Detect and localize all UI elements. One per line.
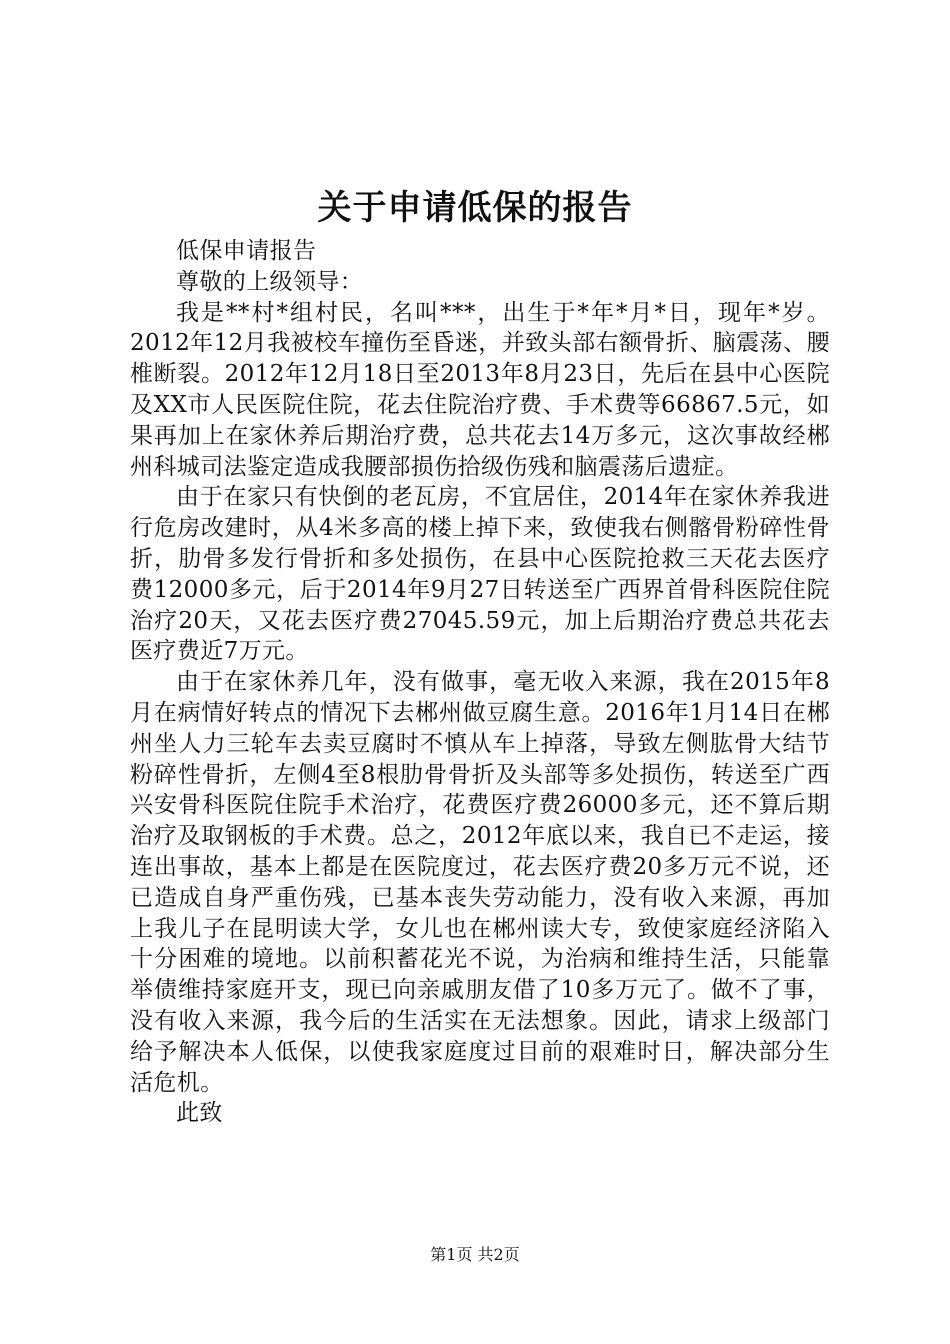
document-body — [130, 236, 830, 1129]
paragraph-first-accident: 我是**村*组村民，名叫***，出生于*年*月*日，现年*岁。2012年12月我被校车撞伤至昏迷，并致头部右额骨折、脑震荡、腰椎断裂。2012年12月18日至2013年8月23日，先后在县中心医院及XX市人民医院住院，花去住院治疗费、手术费等66867.5元，如果再加上在家休养后期治疗费，总共花去14万多元，这次事故经郴州科城司法鉴定造成我腰部损伤拾级伤残和脑震荡后遗症。 — [130, 299, 830, 480]
paragraph-second-accident: 由于在家只有快倒的老瓦房，不宜居住，2014年在家休养我进行危房改建时，从4米多高的楼上掉下来，致使我右侧髂骨粉碎性骨折，肋骨多发行骨折和多处损伤，在县中心医院抢救三天花去医疗费12000多元，后于2014年9月27日转送至广西界首骨科医院住院治疗20天，又花去医疗费27045.59元，加上后期治疗费总共花去医疗费近7万元。 — [130, 484, 830, 665]
paragraph-third-accident: 由于在家休养几年，没有做事，毫无收入来源，我在2015年8月在病情好转点的情况下去郴州做豆腐生意。2016年1月14日在郴州坐人力三轮车去卖豆腐时不慎从车上掉落，导致左侧肱骨大结节粉碎性骨折，左侧4至8根肋骨骨折及头部等多处损伤，转送至广西兴安骨科医院住院手术治疗，花费医疗费26000多元，还不算后期治疗及取钢板的手术费。总之，2012年底以来，我自已不走运，接连出事故，基本上都是在医院度过，花去医疗费20多万元不说，还已造成自身严重伤残，已基本丧失劳动能力，没有收入来源，再加上我儿子在昆明读大学，女儿也在郴州读大专，致使家庭经济陷入十分困难的境地。以前积蓄花光不说，为治病和维持生活，只能靠举债维持家庭开支，现已向亲戚朋友借了10多万元了。做不了事，没有收入来源，我今后的生活实在无法想象。因此，请求上级部门给予解决本人低保，以使我家庭度过目前的艰难时日，解决部分生活危机。 — [130, 669, 830, 1096]
paragraph-closing: 此致 — [176, 1100, 223, 1127]
document-title: 关于申请低保的报告 — [317, 188, 633, 228]
page-number-footer: 第1页 共2页 — [430, 1245, 520, 1264]
paragraph-salutation: 尊敬的上级领导： — [176, 268, 364, 295]
paragraph-heading: 低保申请报告 — [176, 238, 317, 264]
